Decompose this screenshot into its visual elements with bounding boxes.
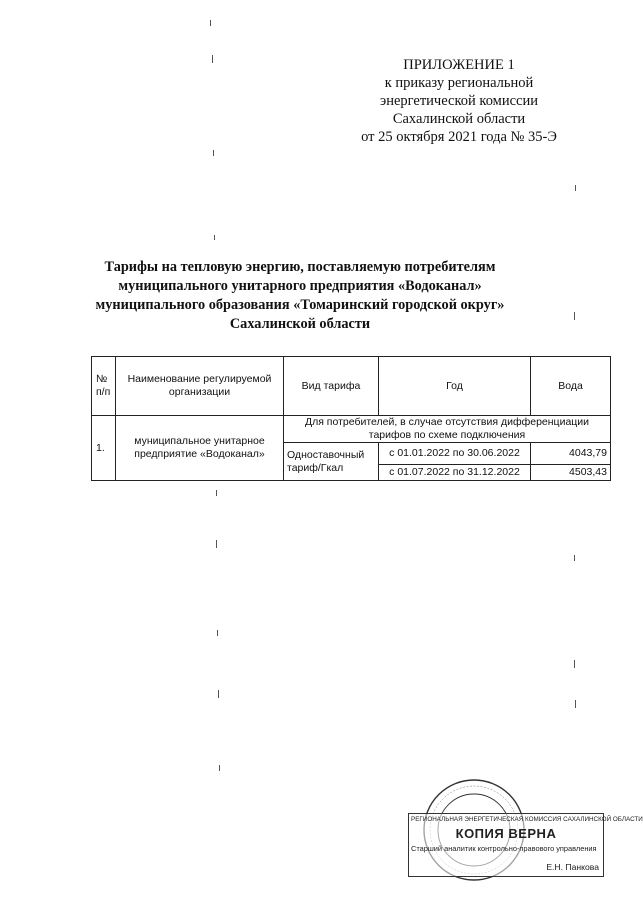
certification-stamp [408,775,643,885]
title-line-4: Сахалинской области [229,316,371,332]
appendix-block [329,56,589,146]
stamp-signer-name: Е.Н. Панкова [546,862,599,872]
appendix-line-5: от 25 октября 2021 года № 35-Э [361,129,557,145]
appendix-line-1: ПРИЛОЖЕНИЕ 1 [403,57,515,73]
header-tariff-type: Вид тарифа [284,357,379,416]
row-num: 1. [92,416,116,481]
header-year: Год [379,357,531,416]
row-org: муниципальное унитарное предприятие «Водоканал» [116,416,284,481]
scan-speck [218,690,219,698]
scan-speck [216,540,217,548]
header-org: Наименование регулируемой организации [116,357,284,416]
scan-speck [210,20,211,26]
scan-speck [574,660,575,668]
scan-speck [213,150,214,156]
title-line-3: муниципального образования «Томаринский городской округ» [95,297,505,313]
scan-speck [574,312,575,320]
title-line-1: Тарифы на тепловую энергию, поставляемую потребителям [104,259,496,275]
stamp-org: РЕГИОНАЛЬНАЯ ЭНЕРГЕТИЧЕСКАЯ КОМИССИЯ САХАЛИНСКОЙ ОБЛАСТИ [411,816,643,823]
table-row [92,416,611,443]
tariffs-table [91,356,611,481]
scan-speck [575,700,576,708]
table-header-row [92,357,611,416]
row-tariff-type: Одноставочный тариф/Гкал [284,443,379,481]
stamp-position: Старший аналитик контрольно-правового управления [411,844,597,853]
row-value-1: 4043,79 [531,443,611,465]
scan-speck [575,185,576,191]
header-num: № п/п [92,357,116,416]
header-water: Вода [531,357,611,416]
scan-speck [217,630,218,636]
scan-speck [212,55,213,63]
appendix-line-3: энергетической комиссии [379,93,539,109]
appendix-line-2: к приказу региональной [384,75,534,91]
row-note: Для потребителей, в случае отсутствия дифференциации тарифов по схеме подключения [284,416,611,443]
row-period-1: с 01.01.2022 по 30.06.2022 [379,443,531,465]
title-line-2: муниципального унитарного предприятия «Водоканал» [118,278,482,294]
stamp-box [408,813,643,877]
document-title [80,258,520,334]
scan-speck [214,235,215,240]
stamp-heading: КОПИЯ ВЕРНА [455,826,557,841]
row-period-2: с 01.07.2022 по 31.12.2022 [379,465,531,481]
appendix-line-4: Сахалинской области [392,111,526,127]
scan-speck [216,490,217,496]
row-value-2: 4503,43 [531,465,611,481]
scan-speck [219,765,220,771]
scan-speck [574,555,575,561]
